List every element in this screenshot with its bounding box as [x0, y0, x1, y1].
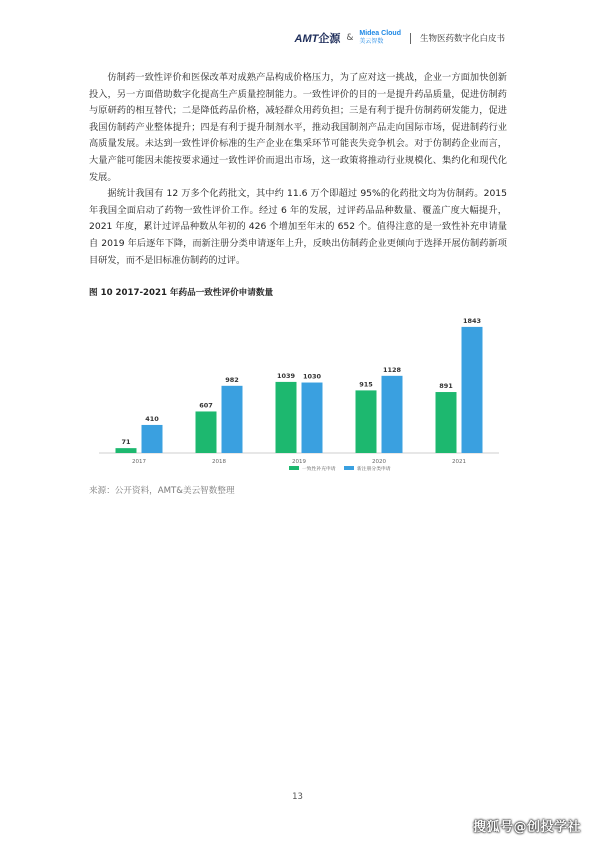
data-label: 891 — [439, 382, 453, 391]
x-tick-label: 2020 — [372, 459, 386, 465]
bar-supplement-2018 — [196, 411, 217, 453]
data-label: 71 — [121, 438, 131, 447]
paragraph-1: 仿制药一致性评价和医保改革对成熟产品构成价格压力，为了应对这一挑战，企业一方面加快创新投入，另一方面借助数字化提高生产质量控制能力。一致性评价的目的一是提升药品质量，促进仿制药与原研药的相互替代；二是降低药品价格，减轻群众用药负担；三是有利于提升仿制药研发能力，促进我国仿制药产业整体提升；四是有利于提升制剂水平，推动我国制剂产品走向国际市场，促进制药行业高质量发展。未达到一致性评价标准的生产企业在集采环节可能丧失竞争机会。对于仿制药企业而言，大量产能可能因未能按要求通过一致性评价而退出市场，这一政策将推动行业规模化、集约化和现代化发展。 — [89, 72, 507, 183]
document-title: 生物医药数字化白皮书 — [419, 34, 505, 44]
paragraph-2: 据统计我国有 12 万多个化药批文，其中约 11.6 万个即超过 95%的化药批文均为仿制药。2015 年我国全面启动了药物一致性评价工作。经过 6 年的发展，过评药品品种数量、覆盖广度大幅提升，2021 年度，累计过评品种数从年初的 426 个增加至年末的 652 个。值得注意的是一致性补充申请量自 2019 年后逐年下降，而新注册分类申请逐年上升，反映出仿制药企业更倾向于选择开展仿制药新项目研发，而不是旧标准仿制药的过评。 — [89, 188, 507, 266]
data-label: 915 — [359, 380, 373, 389]
data-label: 1039 — [276, 371, 296, 380]
bar-supplement-2019 — [276, 382, 297, 453]
x-tick-label: 2019 — [292, 459, 306, 465]
figure-title: 图 10 2017-2021 年药品一致性评价申请数量 — [89, 288, 274, 298]
bar-new-registration-2021 — [462, 327, 483, 453]
bar-new-registration-2020 — [382, 376, 403, 453]
midea-cloud-logo: Midea Cloud 美云智数 — [359, 30, 401, 45]
x-tick-label: 2018 — [212, 459, 226, 465]
data-label: 982 — [225, 375, 239, 384]
bar-supplement-2021 — [436, 392, 457, 453]
data-label: 1030 — [302, 372, 322, 381]
ampersand: & — [346, 33, 354, 43]
body-text — [89, 70, 507, 269]
data-label: 1128 — [382, 365, 402, 374]
page-number: 13 — [292, 792, 303, 802]
x-tick-label: 2021 — [452, 459, 466, 465]
legend-swatch — [344, 466, 354, 470]
page-header — [295, 30, 506, 46]
bar-new-registration-2019 — [302, 383, 323, 453]
amt-logo: AMT企源 — [294, 33, 341, 45]
bar-new-registration-2017 — [142, 425, 163, 453]
bar-new-registration-2018 — [222, 386, 243, 453]
bar-supplement-2020 — [356, 390, 377, 453]
watermark-text: 搜狐号@创投学社 — [472, 820, 581, 835]
data-label: 1843 — [462, 316, 482, 325]
x-tick-label: 2017 — [132, 459, 146, 465]
legend-label: 一致性补充申请 — [302, 467, 336, 472]
data-label: 607 — [199, 401, 213, 410]
bar-supplement-2017 — [116, 448, 137, 453]
data-label: 410 — [145, 414, 159, 423]
legend-label: 新注册分类申请 — [357, 467, 391, 472]
chart-svg — [89, 305, 509, 480]
legend-swatch — [289, 466, 299, 470]
header-divider — [410, 33, 411, 44]
bar-chart — [89, 305, 509, 480]
source-note: 来源：公开资料，AMT&美云智数整理 — [89, 486, 235, 496]
